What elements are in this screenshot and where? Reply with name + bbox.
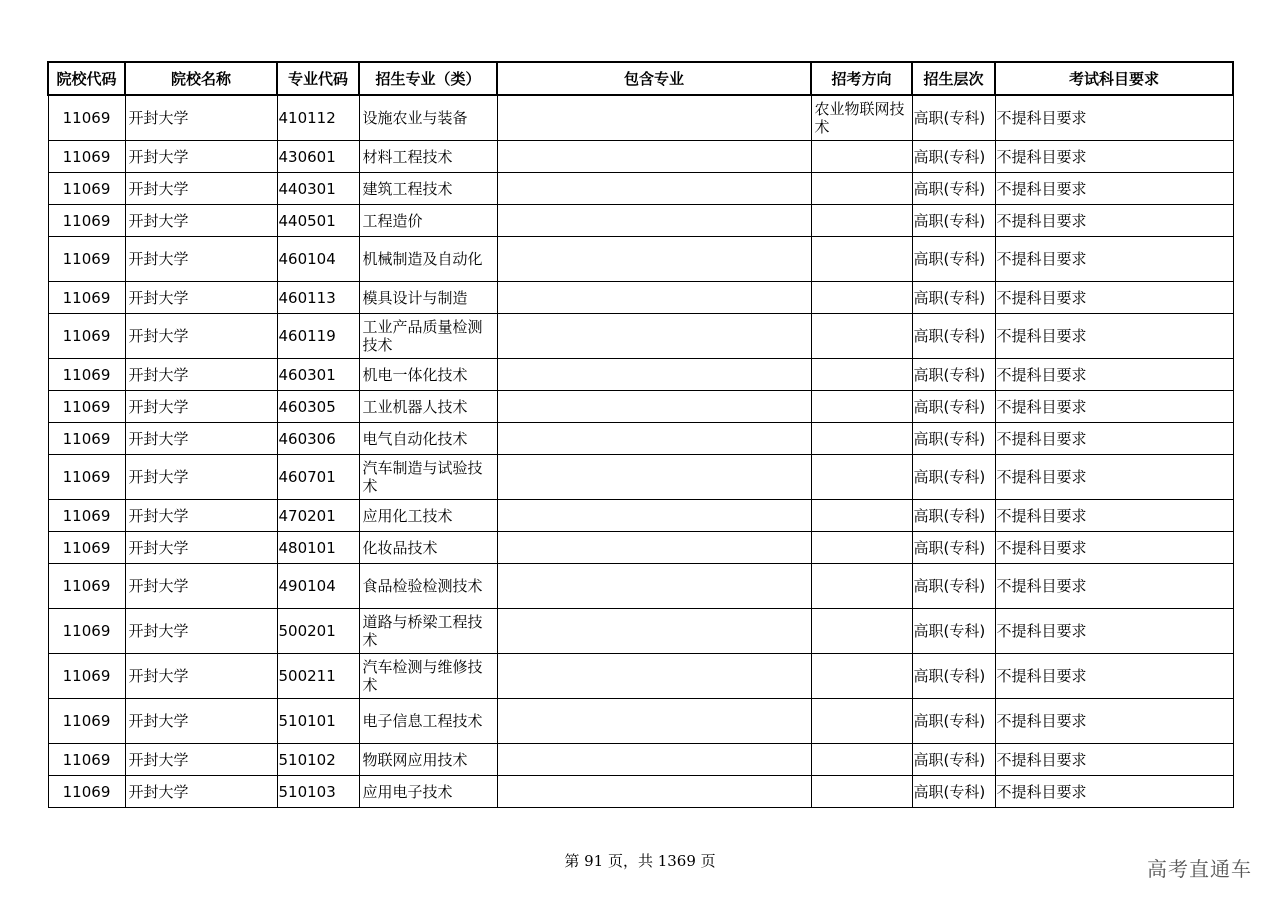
cell-direction — [811, 314, 912, 359]
cell-level: 高职(专科) — [912, 744, 995, 776]
cell-level: 高职(专科) — [912, 173, 995, 205]
cell-major-code: 460305 — [277, 391, 359, 423]
cell-included-majors — [497, 564, 811, 609]
cell-major-code: 460306 — [277, 423, 359, 455]
header-direction: 招考方向 — [811, 62, 912, 95]
cell-direction — [811, 173, 912, 205]
cell-school-name: 开封大学 — [125, 423, 277, 455]
cell-included-majors — [497, 532, 811, 564]
cell-school-code: 11069 — [48, 609, 125, 654]
table-body — [48, 95, 1233, 808]
cell-major-code: 500211 — [277, 654, 359, 699]
cell-school-code: 11069 — [48, 564, 125, 609]
cell-major-code: 470201 — [277, 500, 359, 532]
watermark-logo-text: 高考直通车 — [1147, 857, 1252, 881]
cell-direction — [811, 359, 912, 391]
cell-included-majors — [497, 699, 811, 744]
cell-school-code: 11069 — [48, 205, 125, 237]
table-header-row — [48, 62, 1233, 95]
table-row — [48, 532, 1233, 564]
cell-requirement: 不提科目要求 — [995, 699, 1233, 744]
cell-school-code: 11069 — [48, 423, 125, 455]
cell-school-code: 11069 — [48, 282, 125, 314]
header-major: 招生专业（类） — [359, 62, 497, 95]
table-row — [48, 776, 1233, 808]
cell-major-code: 510103 — [277, 776, 359, 808]
cell-school-code: 11069 — [48, 654, 125, 699]
cell-requirement: 不提科目要求 — [995, 237, 1233, 282]
cell-included-majors — [497, 141, 811, 173]
cell-requirement: 不提科目要求 — [995, 609, 1233, 654]
cell-major: 应用电子技术 — [359, 776, 497, 808]
cell-school-name: 开封大学 — [125, 455, 277, 500]
cell-level: 高职(专科) — [912, 532, 995, 564]
table-row — [48, 359, 1233, 391]
cell-major: 汽车制造与试验技术 — [359, 455, 497, 500]
header-major-code: 专业代码 — [277, 62, 359, 95]
table-row — [48, 205, 1233, 237]
cell-requirement: 不提科目要求 — [995, 776, 1233, 808]
cell-direction: 农业物联网技术 — [811, 95, 912, 141]
cell-included-majors — [497, 391, 811, 423]
cell-major: 模具设计与制造 — [359, 282, 497, 314]
cell-level: 高职(专科) — [912, 141, 995, 173]
cell-included-majors — [497, 776, 811, 808]
cell-included-majors — [497, 205, 811, 237]
table-row — [48, 282, 1233, 314]
cell-major: 工程造价 — [359, 205, 497, 237]
table-row — [48, 391, 1233, 423]
admissions-table — [47, 61, 1234, 808]
cell-level: 高职(专科) — [912, 699, 995, 744]
cell-major-code: 490104 — [277, 564, 359, 609]
cell-major: 道路与桥梁工程技术 — [359, 609, 497, 654]
cell-major: 设施农业与装备 — [359, 95, 497, 141]
cell-direction — [811, 237, 912, 282]
table-row — [48, 699, 1233, 744]
cell-school-name: 开封大学 — [125, 282, 277, 314]
cell-school-code: 11069 — [48, 95, 125, 141]
cell-direction — [811, 609, 912, 654]
cell-school-name: 开封大学 — [125, 141, 277, 173]
cell-direction — [811, 282, 912, 314]
cell-school-code: 11069 — [48, 141, 125, 173]
cell-major: 电气自动化技术 — [359, 423, 497, 455]
cell-school-name: 开封大学 — [125, 744, 277, 776]
cell-direction — [811, 500, 912, 532]
table-row — [48, 423, 1233, 455]
cell-school-name: 开封大学 — [125, 314, 277, 359]
table-row — [48, 141, 1233, 173]
cell-school-code: 11069 — [48, 314, 125, 359]
table-row — [48, 654, 1233, 699]
cell-direction — [811, 423, 912, 455]
cell-major: 机械制造及自动化 — [359, 237, 497, 282]
cell-major-code: 510102 — [277, 744, 359, 776]
cell-major-code: 510101 — [277, 699, 359, 744]
cell-major: 物联网应用技术 — [359, 744, 497, 776]
cell-school-name: 开封大学 — [125, 95, 277, 141]
cell-included-majors — [497, 173, 811, 205]
table-row — [48, 609, 1233, 654]
cell-level: 高职(专科) — [912, 237, 995, 282]
table-row — [48, 744, 1233, 776]
table-row — [48, 564, 1233, 609]
cell-school-name: 开封大学 — [125, 237, 277, 282]
cell-school-code: 11069 — [48, 699, 125, 744]
cell-requirement: 不提科目要求 — [995, 141, 1233, 173]
cell-school-code: 11069 — [48, 359, 125, 391]
cell-school-code: 11069 — [48, 500, 125, 532]
cell-school-code: 11069 — [48, 776, 125, 808]
cell-school-name: 开封大学 — [125, 699, 277, 744]
cell-school-code: 11069 — [48, 173, 125, 205]
cell-direction — [811, 391, 912, 423]
cell-direction — [811, 699, 912, 744]
cell-included-majors — [497, 237, 811, 282]
cell-major-code: 460119 — [277, 314, 359, 359]
cell-major: 食品检验检测技术 — [359, 564, 497, 609]
cell-school-name: 开封大学 — [125, 391, 277, 423]
header-level: 招生层次 — [912, 62, 995, 95]
cell-requirement: 不提科目要求 — [995, 359, 1233, 391]
cell-included-majors — [497, 609, 811, 654]
cell-major: 机电一体化技术 — [359, 359, 497, 391]
cell-included-majors — [497, 282, 811, 314]
table-row — [48, 455, 1233, 500]
cell-major-code: 440301 — [277, 173, 359, 205]
cell-major: 工业机器人技术 — [359, 391, 497, 423]
cell-direction — [811, 532, 912, 564]
cell-major: 应用化工技术 — [359, 500, 497, 532]
cell-included-majors — [497, 359, 811, 391]
cell-level: 高职(专科) — [912, 359, 995, 391]
cell-major: 电子信息工程技术 — [359, 699, 497, 744]
table-row — [48, 95, 1233, 141]
cell-school-name: 开封大学 — [125, 205, 277, 237]
cell-school-name: 开封大学 — [125, 173, 277, 205]
admissions-table-container — [47, 61, 1232, 808]
header-school-code: 院校代码 — [48, 62, 125, 95]
cell-level: 高职(专科) — [912, 205, 995, 237]
cell-included-majors — [497, 744, 811, 776]
header-school-name: 院校名称 — [125, 62, 277, 95]
cell-requirement: 不提科目要求 — [995, 532, 1233, 564]
cell-requirement: 不提科目要求 — [995, 314, 1233, 359]
cell-direction — [811, 205, 912, 237]
cell-major: 汽车检测与维修技术 — [359, 654, 497, 699]
cell-major-code: 410112 — [277, 95, 359, 141]
cell-included-majors — [497, 314, 811, 359]
cell-school-name: 开封大学 — [125, 654, 277, 699]
cell-included-majors — [497, 95, 811, 141]
cell-school-name: 开封大学 — [125, 532, 277, 564]
table-row — [48, 314, 1233, 359]
cell-direction — [811, 744, 912, 776]
cell-major-code: 460301 — [277, 359, 359, 391]
cell-level: 高职(专科) — [912, 423, 995, 455]
cell-level: 高职(专科) — [912, 500, 995, 532]
cell-school-code: 11069 — [48, 391, 125, 423]
cell-major: 化妆品技术 — [359, 532, 497, 564]
header-requirement: 考试科目要求 — [995, 62, 1233, 95]
cell-included-majors — [497, 654, 811, 699]
cell-school-name: 开封大学 — [125, 359, 277, 391]
table-row — [48, 173, 1233, 205]
cell-requirement: 不提科目要求 — [995, 423, 1233, 455]
cell-direction — [811, 455, 912, 500]
cell-direction — [811, 141, 912, 173]
cell-level: 高职(专科) — [912, 564, 995, 609]
page-number: 第 91 页，共 1369 页 — [564, 852, 716, 870]
cell-school-code: 11069 — [48, 455, 125, 500]
cell-major-code: 460701 — [277, 455, 359, 500]
cell-requirement: 不提科目要求 — [995, 455, 1233, 500]
cell-major-code: 460104 — [277, 237, 359, 282]
cell-included-majors — [497, 500, 811, 532]
cell-school-code: 11069 — [48, 744, 125, 776]
table-row — [48, 500, 1233, 532]
cell-level: 高职(专科) — [912, 282, 995, 314]
cell-included-majors — [497, 455, 811, 500]
cell-requirement: 不提科目要求 — [995, 654, 1233, 699]
table-row — [48, 237, 1233, 282]
cell-requirement: 不提科目要求 — [995, 564, 1233, 609]
cell-requirement: 不提科目要求 — [995, 95, 1233, 141]
cell-requirement: 不提科目要求 — [995, 173, 1233, 205]
cell-school-name: 开封大学 — [125, 564, 277, 609]
cell-school-code: 11069 — [48, 237, 125, 282]
cell-major: 建筑工程技术 — [359, 173, 497, 205]
cell-direction — [811, 564, 912, 609]
cell-requirement: 不提科目要求 — [995, 205, 1233, 237]
cell-major-code: 440501 — [277, 205, 359, 237]
cell-school-name: 开封大学 — [125, 500, 277, 532]
cell-requirement: 不提科目要求 — [995, 744, 1233, 776]
cell-level: 高职(专科) — [912, 455, 995, 500]
cell-major: 材料工程技术 — [359, 141, 497, 173]
cell-major-code: 500201 — [277, 609, 359, 654]
cell-level: 高职(专科) — [912, 391, 995, 423]
cell-requirement: 不提科目要求 — [995, 282, 1233, 314]
cell-major: 工业产品质量检测技术 — [359, 314, 497, 359]
cell-major-code: 460113 — [277, 282, 359, 314]
cell-requirement: 不提科目要求 — [995, 500, 1233, 532]
cell-direction — [811, 654, 912, 699]
cell-school-name: 开封大学 — [125, 776, 277, 808]
cell-level: 高职(专科) — [912, 609, 995, 654]
cell-level: 高职(专科) — [912, 776, 995, 808]
cell-major-code: 480101 — [277, 532, 359, 564]
cell-school-name: 开封大学 — [125, 609, 277, 654]
cell-direction — [811, 776, 912, 808]
cell-school-code: 11069 — [48, 532, 125, 564]
header-included-majors: 包含专业 — [497, 62, 811, 95]
cell-major-code: 430601 — [277, 141, 359, 173]
cell-level: 高职(专科) — [912, 95, 995, 141]
cell-included-majors — [497, 423, 811, 455]
cell-level: 高职(专科) — [912, 654, 995, 699]
cell-level: 高职(专科) — [912, 314, 995, 359]
cell-requirement: 不提科目要求 — [995, 391, 1233, 423]
